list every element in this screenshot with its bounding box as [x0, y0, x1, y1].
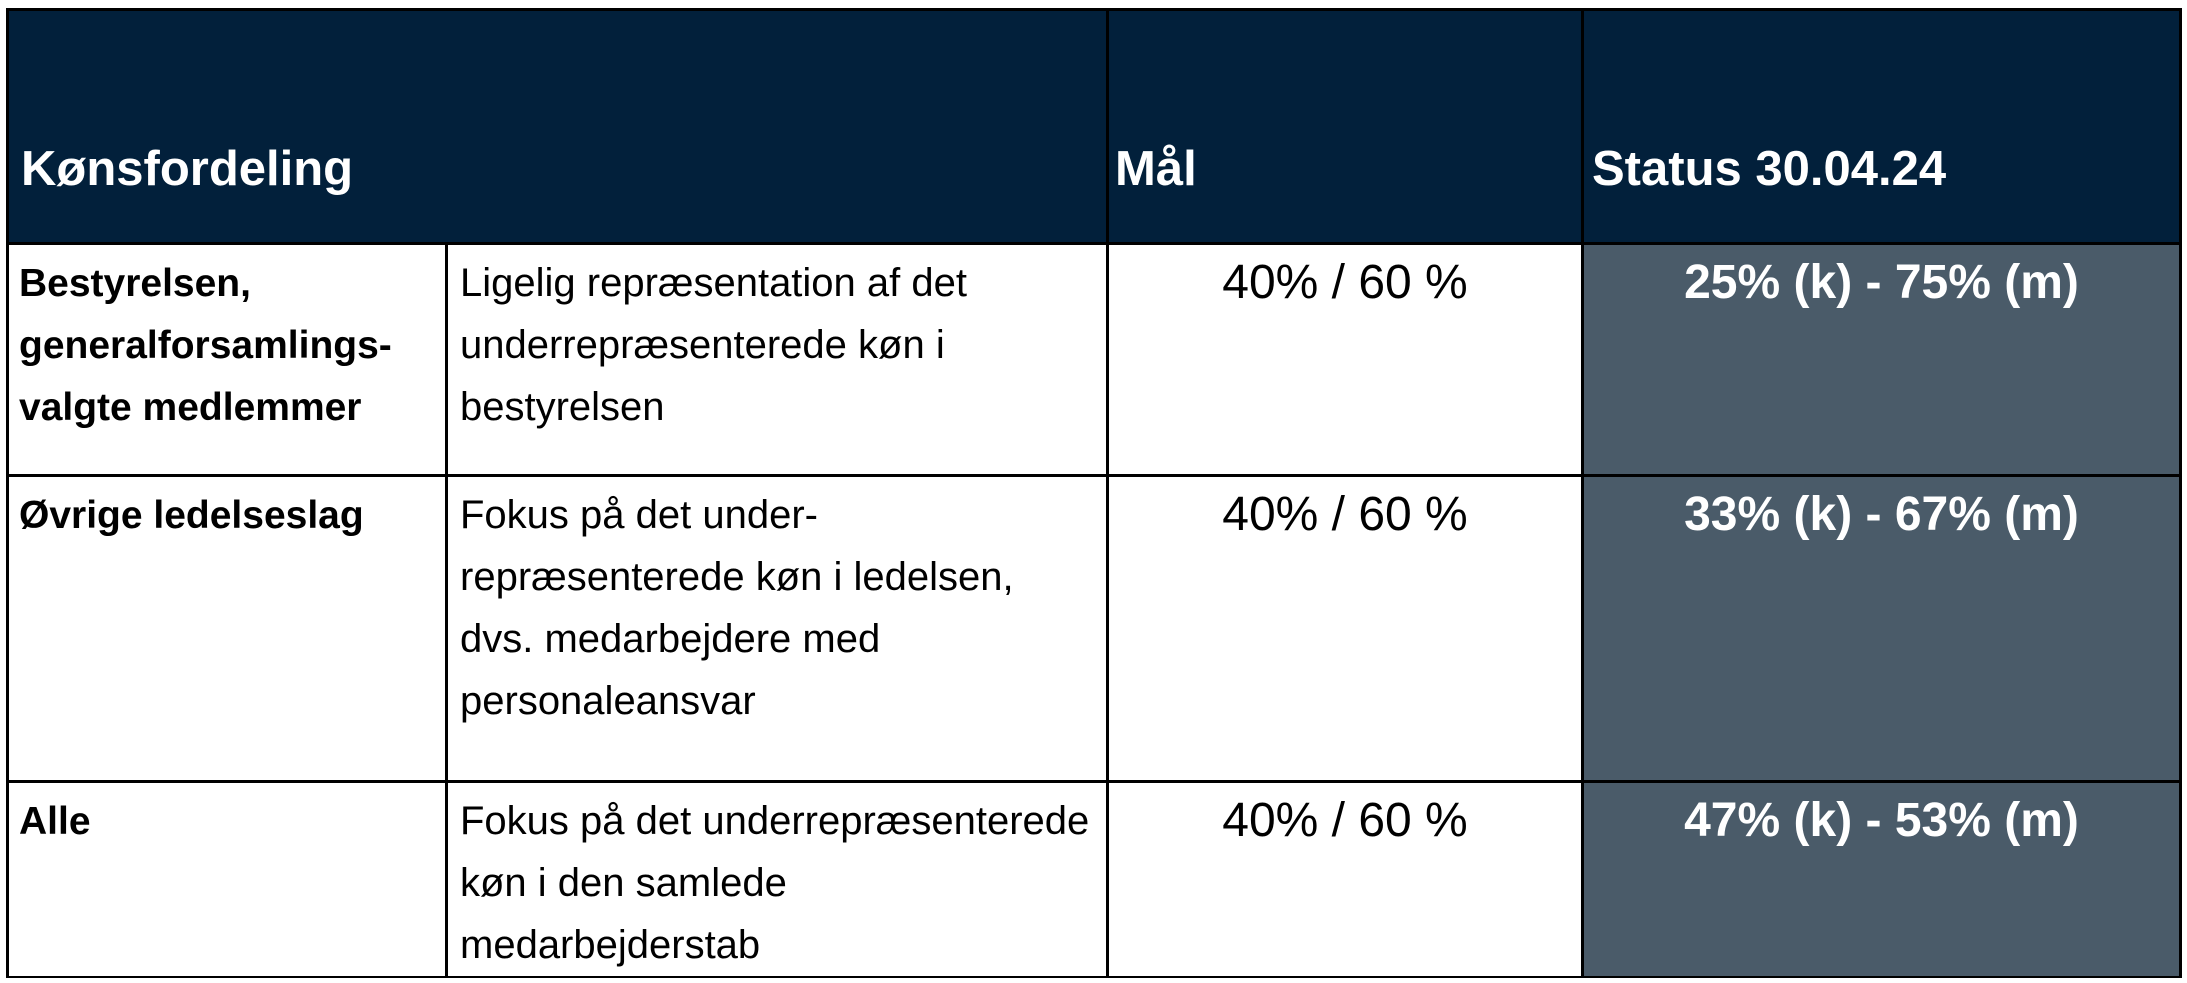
- row-all-goal: 40% / 60 %: [1109, 783, 1581, 976]
- row-all-category: Alle: [9, 783, 445, 976]
- row-management-description: Fokus på det under-repræsenterede køn i ledelsen, dvs. medarbejdere med personaleansvar: [448, 477, 1106, 780]
- row-board-goal: 40% / 60 %: [1109, 245, 1581, 474]
- row-management-status: 33% (k) - 67% (m): [1584, 477, 2179, 780]
- row-board-description: Ligelig repræsentation af det underrepræsenterede køn i bestyrelsen: [448, 245, 1106, 474]
- gender-distribution-table: [6, 8, 2182, 978]
- header-category: Kønsfordeling: [9, 11, 1106, 242]
- row-management-goal: 40% / 60 %: [1109, 477, 1581, 780]
- header-goal: Mål: [1109, 11, 1581, 242]
- row-all-description: Fokus på det underrepræsenterede køn i den samlede medarbejderstab: [448, 783, 1106, 976]
- row-board-category: Bestyrelsen, generalforsamlings-valgte medlemmer: [9, 245, 445, 474]
- row-board-status: 25% (k) - 75% (m): [1584, 245, 2179, 474]
- row-management-category: Øvrige ledelseslag: [9, 477, 445, 780]
- row-all-status: 47% (k) - 53% (m): [1584, 783, 2179, 976]
- header-status: Status 30.04.24: [1584, 11, 2179, 242]
